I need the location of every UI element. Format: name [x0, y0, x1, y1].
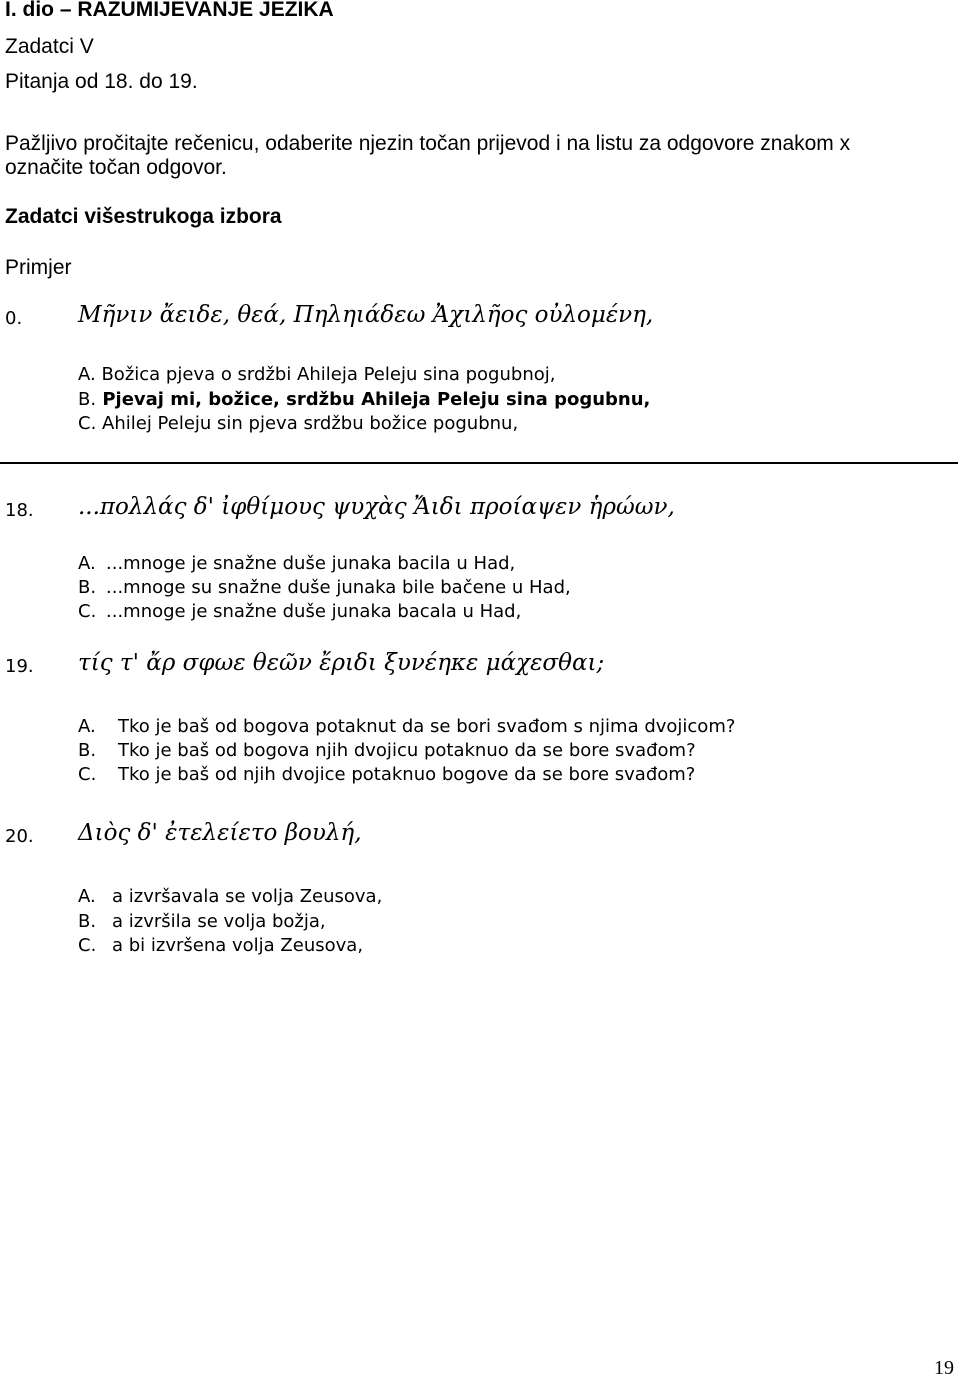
question-18-greek: ...πολλάς δ' ἰφθίμους ψυχὰς Ἄιδι προίαψεν ἡρώων, [78, 494, 675, 520]
instructions-line-2: označite točan odgovor. [5, 156, 227, 179]
option-letter: B. [78, 577, 97, 598]
option-text: Ahilej Peleju sin pjeva srdžbu božice pogubnu, [102, 413, 519, 434]
option-letter: B. [78, 911, 97, 932]
option-letter: A. [78, 364, 96, 385]
example-option-b [78, 389, 650, 410]
question-18-number: 18. [5, 500, 34, 521]
option-letter: A. [78, 553, 96, 574]
question-18-option-a [78, 553, 515, 574]
question-19-number: 19. [5, 656, 34, 677]
heading-dash: – [59, 0, 72, 21]
question-19-option-b [78, 740, 696, 761]
option-text: Tko je baš od njih dvojice potaknuo bogove da se bore svađom? [118, 764, 696, 785]
question-20-option-b [78, 911, 326, 932]
separator-line [0, 462, 958, 464]
question-20-option-a [78, 886, 382, 907]
question-20-number: 20. [5, 826, 34, 847]
option-letter: C. [78, 601, 97, 622]
instructions-line-1: Pažljivo pročitajte rečenicu, odaberite njezin točan prijevod i na listu za odgovore znakom x [5, 132, 851, 155]
option-letter: C. [78, 935, 97, 956]
option-text: Tko je baš od bogova potaknut da se bori svađom s njima dvojicom? [118, 716, 736, 737]
page-number: 19 [934, 1357, 954, 1379]
question-19-greek: τίς τ' ἄρ σφωε θεῶν ἔριδι ξυνέηκε μάχεσθαι; [78, 650, 605, 676]
question-18-option-b [78, 577, 571, 598]
example-greek-sentence: Μῆνιν ἄειδε, θεά, Πηληιάδεω Ἀχιλῆος οὐλομένη, [78, 302, 654, 328]
option-text: ...mnoge su snažne duše junaka bile bačene u Had, [106, 577, 571, 598]
option-text: Tko je baš od bogova njih dvojicu potaknuo da se bore svađom? [118, 740, 696, 761]
example-label: Primjer [5, 256, 72, 279]
option-letter: A. [78, 716, 96, 737]
option-text: ...mnoge je snažne duše junaka bacila u Had, [106, 553, 516, 574]
section-title: Zadatci višestrukoga izbora [5, 205, 282, 228]
question-range: Pitanja od 18. do 19. [5, 70, 198, 93]
option-letter: B. [78, 740, 97, 761]
example-option-a [78, 364, 555, 385]
option-text: a izvršavala se volja Zeusova, [112, 886, 383, 907]
part-prefix: I. dio [5, 0, 54, 21]
option-text: a izvršila se volja božja, [112, 911, 326, 932]
option-text: Pjevaj mi, božice, srdžbu Ahileja Peleju sina pogubnu, [102, 389, 651, 410]
option-letter: C. [78, 413, 97, 434]
example-number: 0. [5, 308, 23, 329]
question-20-greek: Διὸς δ' ἐτελείετο βουλή, [78, 820, 362, 846]
option-letter: A. [78, 886, 96, 907]
question-19-option-a [78, 716, 735, 737]
question-18-option-c [78, 601, 521, 622]
example-option-c [78, 413, 518, 434]
part-heading [5, 0, 334, 22]
subtitle: Zadatci V [5, 35, 94, 58]
option-text: a bi izvršena volja Zeusova, [112, 935, 364, 956]
question-20-option-c [78, 935, 363, 956]
option-letter: B. [78, 389, 97, 410]
option-text: ...mnoge je snažne duše junaka bacala u Had, [106, 601, 522, 622]
part-title: RAZUMIJEVANJE JEZIKA [77, 0, 334, 21]
option-letter: C. [78, 764, 97, 785]
question-19-option-c [78, 764, 695, 785]
option-text: Božica pjeva o srdžbi Ahileja Peleju sina pogubnoj, [101, 364, 556, 385]
